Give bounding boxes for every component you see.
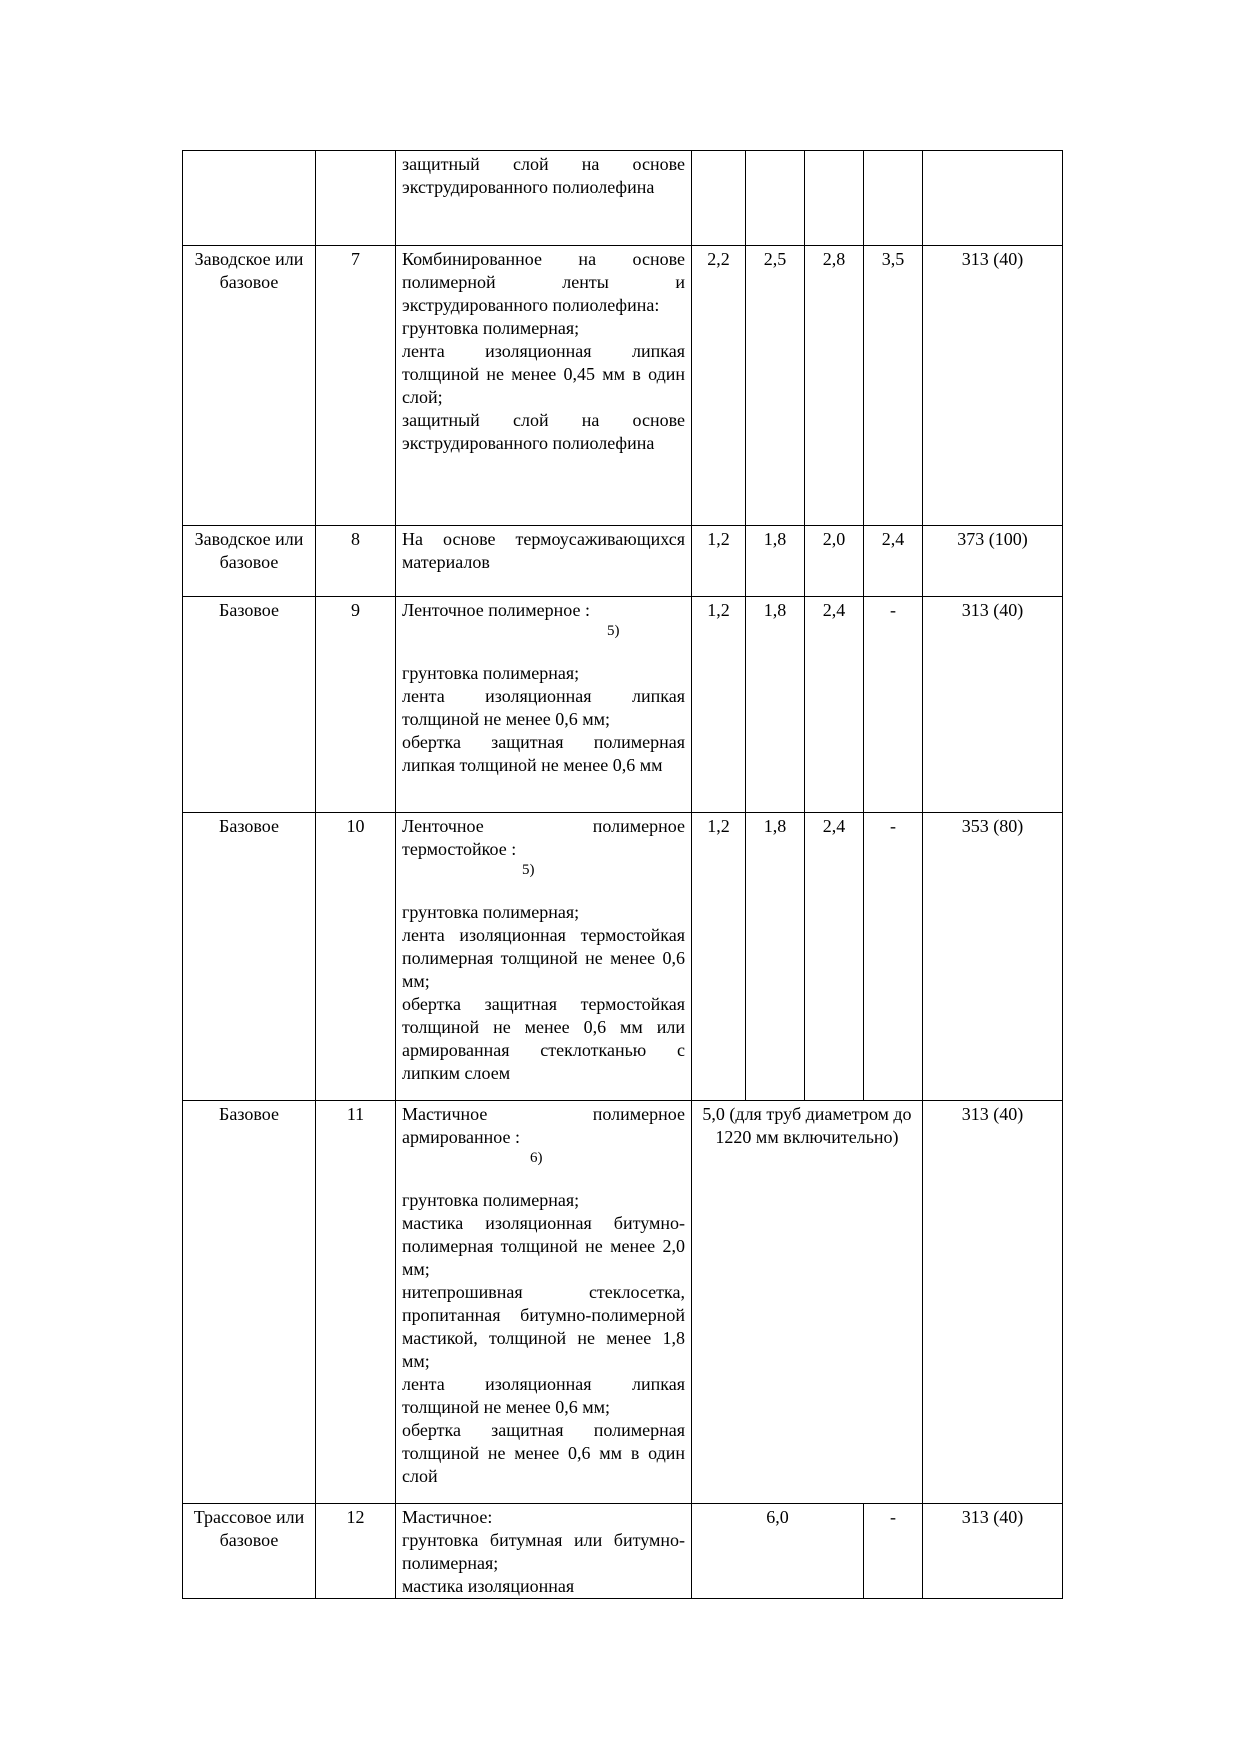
- coating-type-cell: [183, 151, 316, 246]
- thickness-cell: [864, 151, 923, 246]
- description-line: На основе термоусаживающихся материалов: [402, 529, 685, 572]
- description-line: грунтовка битумная или битумно-полимерная;: [402, 1530, 685, 1573]
- construction-number-cell: 8: [316, 526, 396, 597]
- construction-number-cell: 7: [316, 246, 396, 526]
- description-line: лента изоляционная термостойкая полимерная толщиной не менее 0,6 мм;: [402, 925, 685, 991]
- description-line: лента изоляционная липкая толщиной не менее 0,6 мм;: [402, 1374, 685, 1417]
- construction-number-cell: 11: [316, 1101, 396, 1504]
- description-line: Мастичное:: [402, 1507, 493, 1527]
- description-line: Комбинированное на основе полимерной ленты и экструдированного полиолефина:: [402, 249, 685, 315]
- max-temperature-cell: 313 (40): [923, 1101, 1063, 1504]
- thickness-cell: [692, 151, 746, 246]
- description-line: грунтовка полимерная;: [402, 902, 580, 922]
- thickness-cell: 1,8: [746, 597, 805, 813]
- construction-number-cell: 12: [316, 1504, 396, 1599]
- coating-type-cell: Базовое: [183, 813, 316, 1101]
- description-line: мастика изоляционная битумно-полимерная толщиной не менее 2,0 мм;: [402, 1213, 685, 1279]
- footnote-ref: 5): [522, 862, 535, 878]
- thickness-cell: 2,8: [805, 246, 864, 526]
- max-temperature-cell: 313 (40): [923, 1504, 1063, 1599]
- coating-description-cell: [396, 246, 692, 526]
- table-row: [183, 151, 1063, 246]
- footnote-ref: 5): [607, 623, 620, 639]
- coating-description-cell: [396, 526, 692, 597]
- coating-type-cell: Базовое: [183, 1101, 316, 1504]
- construction-number-cell: 10: [316, 813, 396, 1101]
- coating-description-cell: [396, 1101, 692, 1504]
- coating-type-cell: Трассовое или базовое: [183, 1504, 316, 1599]
- table-row: [183, 246, 1063, 526]
- coating-type-cell: Заводское или базовое: [183, 526, 316, 597]
- description-heading: Ленточное полимерное термостойкое :: [402, 816, 685, 859]
- thickness-cell: -: [864, 813, 923, 1101]
- description-line: защитный слой на основе экструдированного полиолефина: [402, 154, 685, 197]
- description-line: защитный слой на основе экструдированного полиолефина: [402, 410, 685, 453]
- description-line: грунтовка полимерная;: [402, 663, 580, 683]
- thickness-cell: [746, 151, 805, 246]
- description-heading: Ленточное полимерное :: [402, 600, 590, 620]
- thickness-cell: 2,5: [746, 246, 805, 526]
- thickness-cell: -: [864, 1504, 923, 1599]
- thickness-cell: 3,5: [864, 246, 923, 526]
- coating-description-cell: [396, 813, 692, 1101]
- max-temperature-cell: 353 (80): [923, 813, 1063, 1101]
- specification-table: [182, 150, 1063, 1599]
- table-row: [183, 813, 1063, 1101]
- thickness-cell: 2,4: [805, 813, 864, 1101]
- table-row: [183, 526, 1063, 597]
- coating-type-cell: Базовое: [183, 597, 316, 813]
- description-line: обертка защитная термостойкая толщиной не менее 0,6 мм или армированная стеклотканью с липким слоем: [402, 994, 685, 1083]
- thickness-cell: 1,2: [692, 526, 746, 597]
- coating-description-cell: [396, 597, 692, 813]
- table-row: [183, 1504, 1063, 1599]
- description-line: лента изоляционная липкая толщиной не менее 0,6 мм;: [402, 686, 685, 729]
- coating-type-cell: Заводское или базовое: [183, 246, 316, 526]
- footnote-ref: 6): [530, 1150, 543, 1166]
- max-temperature-cell: [923, 151, 1063, 246]
- max-temperature-cell: 313 (40): [923, 597, 1063, 813]
- description-line: грунтовка полимерная;: [402, 318, 580, 338]
- construction-number-cell: 9: [316, 597, 396, 813]
- thickness-cell: 2,4: [864, 526, 923, 597]
- merged-thickness-cell: 5,0 (для труб диаметром до 1220 мм включительно): [692, 1101, 923, 1504]
- max-temperature-cell: 313 (40): [923, 246, 1063, 526]
- thickness-cell: 1,8: [746, 813, 805, 1101]
- description-line: нитепрошивная стеклосетка, пропитанная битумно-полимерной мастикой, толщиной не менее 1,8 мм;: [402, 1282, 685, 1371]
- thickness-cell: 2,0: [805, 526, 864, 597]
- coating-description-cell: [396, 151, 692, 246]
- description-line: лента изоляционная липкая толщиной не менее 0,45 мм в один слой;: [402, 341, 685, 407]
- thickness-cell: 2,4: [805, 597, 864, 813]
- description-line: обертка защитная полимерная липкая толщиной не менее 0,6 мм: [402, 732, 685, 775]
- thickness-cell: [805, 151, 864, 246]
- construction-number-cell: [316, 151, 396, 246]
- description-line: грунтовка полимерная;: [402, 1190, 580, 1210]
- max-temperature-cell: 373 (100): [923, 526, 1063, 597]
- thickness-cell: 2,2: [692, 246, 746, 526]
- merged-thickness-cell: 6,0: [692, 1504, 864, 1599]
- table-row: [183, 597, 1063, 813]
- thickness-cell: 1,2: [692, 813, 746, 1101]
- description-line: обертка защитная полимерная толщиной не менее 0,6 мм в один слой: [402, 1420, 685, 1486]
- thickness-cell: -: [864, 597, 923, 813]
- thickness-cell: 1,2: [692, 597, 746, 813]
- table-row: [183, 1101, 1063, 1504]
- description-line: мастика изоляционная: [402, 1576, 575, 1596]
- coating-description-cell: [396, 1504, 692, 1599]
- thickness-cell: 1,8: [746, 526, 805, 597]
- description-heading: Мастичное полимерное армированное :: [402, 1104, 685, 1147]
